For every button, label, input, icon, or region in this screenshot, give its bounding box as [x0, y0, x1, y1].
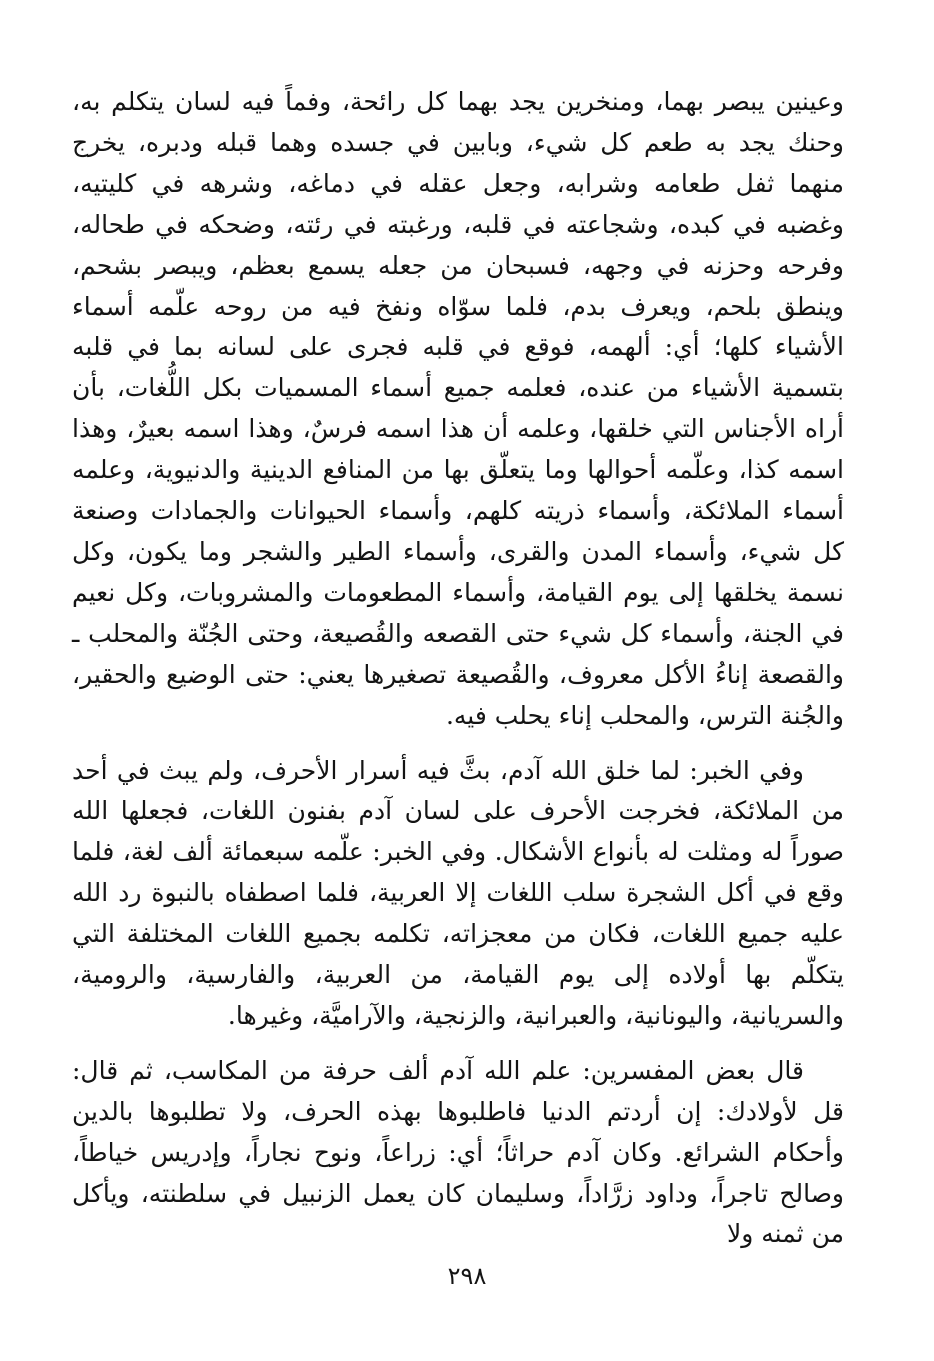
- paragraph-letters-and-languages: وفي الخبر: لما خلق الله آدم، بثَّ فيه أسرار الأحرف، ولم يبث في أحد من الملائكة، فخرجت الأحرف على لسان آدم بفنون اللغات، فجعلها الله صوراً له ومثلت له بأنواع الأشكال. وفي الخبر: علّمه سبعمائة ألف لغة، فلما وقع في أكل الشجرة سلب اللغات إلا العربية، فلما اصطفاه بالنبوة رد الله عليه جميع اللغات، فكان من معجزاته، تكلمه بجميع اللغات المختلفة التي يتكلّم بها أولاده إلى يوم القيامة، من العربية، والفارسية، والرومية، والسريانية، واليونانية، والعبرانية، والزنجية، والآراميَّة، وغيرها.: [72, 755, 844, 1030]
- paragraph-creation-of-adam: وعينين يبصر بهما، ومنخرين يجد بهما كل رائحة، وفماً فيه لسان يتكلم به، وحنك يجد به طعم كل شيء، وبابين في جسده وهما قبله ودبره، يخرج منهما ثفل طعامه وشرابه، وجعل عقله في دماغه، وشرهه في كليتيه، وغضبه في كبده، وشجاعته في قلبه، ورغبته في رئته، وضحكه في طحاله، وفرحه وحزنه في وجهه، فسبحان من جعله يسمع بعظم، ويبصر بشحم، وينطق بلحم، ويعرف بدم، فلما سوّاه ونفخ فيه من روحه علّمه أسماء الأشياء كلها؛ أي: ألهمه، فوقع في قلبه فجرى على لسانه بما في قلبه بتسمية الأشياء من عنده، فعلمه جميع أسماء المسميات بكل اللُّغات، بأن أراه الأجناس التي خلقها، وعلمه أن هذا اسمه فرسٌ، وهذا اسمه بعيرٌ، وهذا اسمه كذا، وعلّمه أحوالها وما يتعلّق بها من المنافع الدينية والدنيوية، وعلمه أسماء الملائكة، وأسماء ذريته كلهم، وأسماء الحيوانات والجمادات وصنعة كل شيء، وأسماء المدن والقرى، وأسماء الطير والشجر وما يكون، وكل نسمة يخلقها إلى يوم القيامة، وأسماء المطعومات والمشروبات، وكل نعيم في الجنة، وأسماء كل شيء حتى القصعه والقُصيعة، وحتى الجُنّة والمحلب ـ والقصعة إناءُ الأكل معروف، والقُصيعة تصغيرها يعني: حتى الوضيع والحقير، والجُنة الترس، والمحلب إناء يحلب فيه.: [72, 87, 844, 730]
- page-body: [72, 82, 844, 1255]
- paragraph-crafts-of-prophets: قال بعض المفسرين: علم الله آدم ألف حرفة من المكاسب، ثم قال: قل لأولادك: إن أردتم الدنيا فاطلبوها بهذه الحرف، ولا تطلبوها بالدين وأحكام الشرائع. وكان آدم حراثاً؛ أي: زراعاً، ونوح نجاراً، وإدريس خياطاً، وصالح تاجراً، وداود زرَّاداً، وسليمان كان يعمل الزنبيل في سلطنته، ويأكل من ثمنه ولا: [72, 1055, 844, 1249]
- page-number: ٢٩٨: [447, 1262, 487, 1290]
